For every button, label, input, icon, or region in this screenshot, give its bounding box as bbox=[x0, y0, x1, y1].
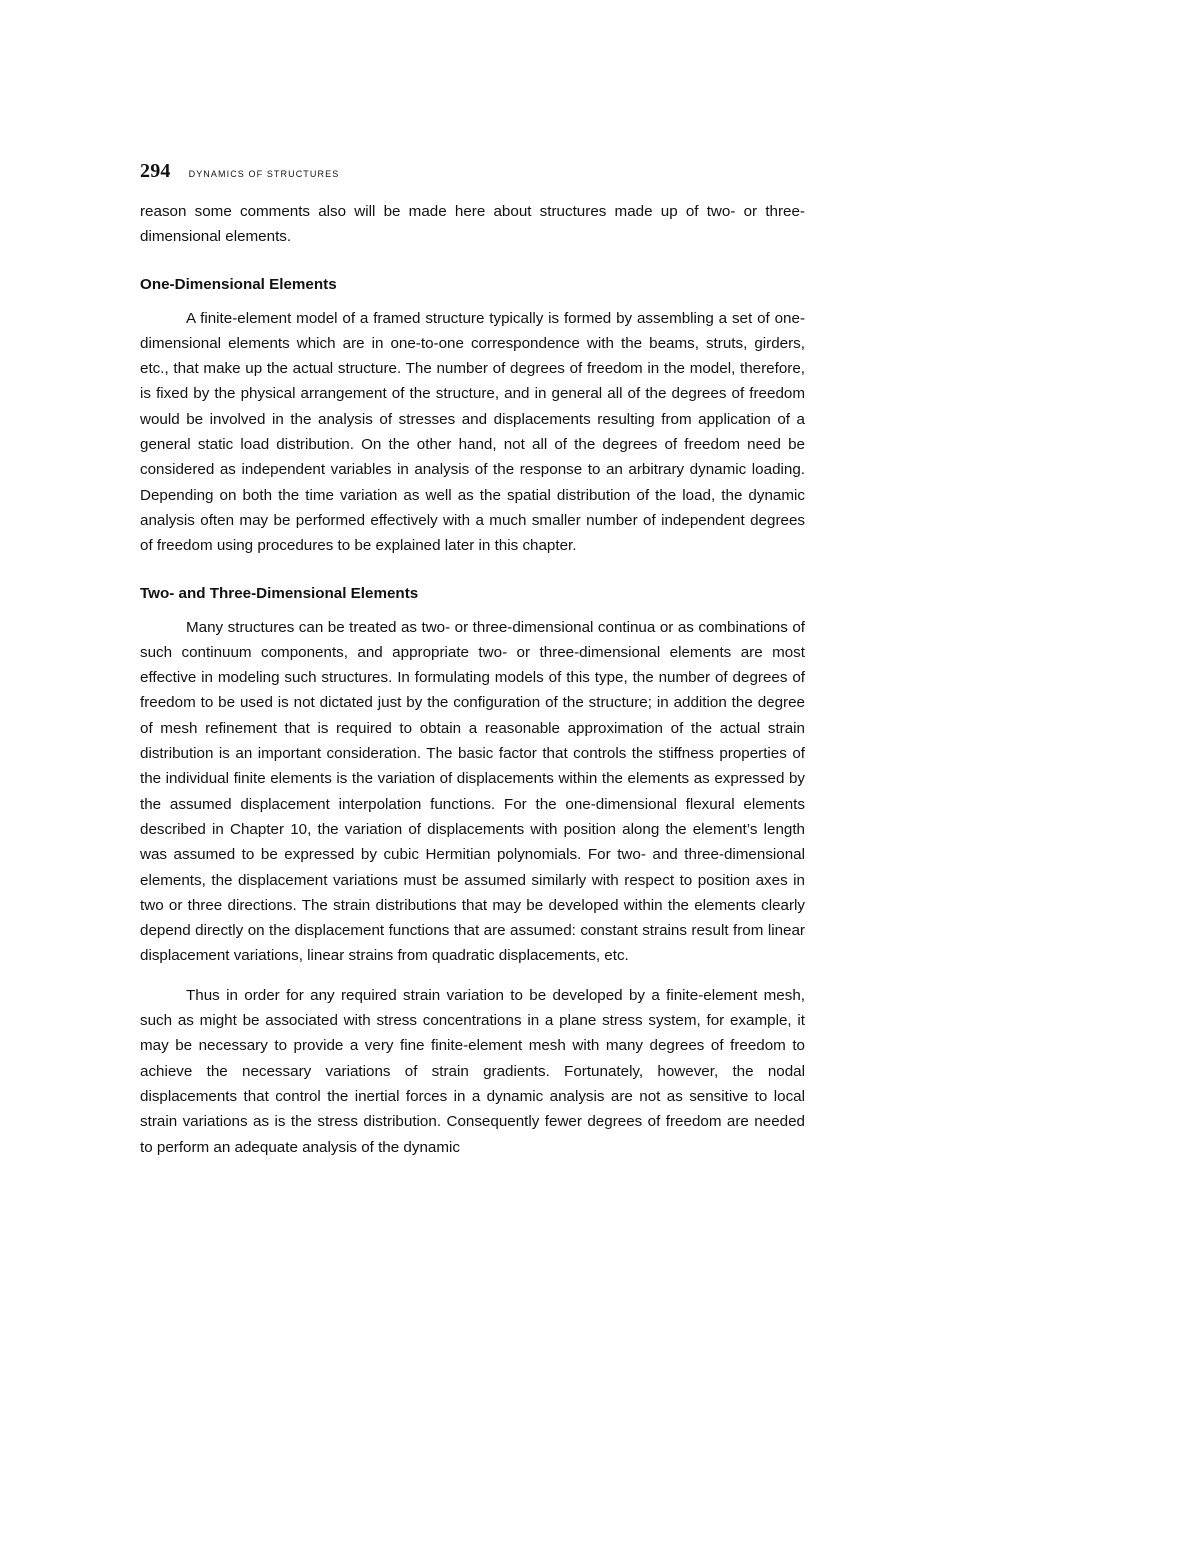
body-paragraph: A finite-element model of a framed structure typically is formed by assembling a set of one-dimensional elements which are in one-to-one correspondence with the beams, struts, girders, etc., that make up the actual structure. The number of degrees of freedom in the model, therefore, is fixed by the physical arrangement of the structure, and in general all of the degrees of freedom would be involved in the analysis of stresses and displacements resulting from application of a general static load distribution. On the other hand, not all of the degrees of freedom need be considered as independent variables in analysis of the response to an arbitrary dynamic loading. Depending on both the time variation as well as the spatial distribution of the load, the dynamic analysis often may be performed effectively with a much smaller number of independent degrees of freedom using procedures to be explained later in this chapter. bbox=[140, 309, 805, 555]
section-heading: Two- and Three-Dimensional Elements bbox=[140, 584, 419, 602]
page-number: 294 bbox=[140, 160, 171, 182]
section-one-dimensional-elements bbox=[140, 274, 805, 559]
section-two-three-dimensional-elements bbox=[140, 583, 805, 1160]
section-heading: One-Dimensional Elements bbox=[140, 275, 337, 293]
continued-paragraph: reason some comments also will be made here about structures made up of two- or three-dimensional elements. bbox=[140, 203, 805, 246]
body-paragraph: Thus in order for any required strain variation to be developed by a finite-element mesh, such as might be associated with stress concentrations in a plane stress system, for example, it may be necessary to provide a very fine finite-element mesh with many degrees of freedom to achieve the necessary variations of strain gradients. Fortunately, however, the nodal displacements that control the inertial forces in a dynamic analysis are not as sensitive to local strain variations as is the stress distribution. Consequently fewer degrees of freedom are needed to perform an adequate analysis of the dynamic bbox=[140, 986, 805, 1156]
book-title: DYNAMICS OF STRUCTURES bbox=[188, 169, 340, 179]
running-head bbox=[140, 160, 805, 183]
book-page bbox=[140, 160, 805, 1160]
body-paragraph: Many structures can be treated as two- or three-dimensional continua or as combinations of such continuum components, and appropriate two- or three-dimensional elements are most effective in modeling such structures. In formulating models of this type, the number of degrees of freedom to be used is not dictated just by the configuration of the structure; in addition the degree of mesh refinement that is required to obtain a reasonable approximation of the actual strain distribution is an important consideration. The basic factor that controls the stiffness properties of the individual finite elements is the variation of displacements within the elements as expressed by the assumed displacement interpolation functions. For the one-dimensional flexural elements described in Chapter 10, the variation of displacements with position along the element’s length was assumed to be expressed by cubic Hermitian polynomials. For two- and three-dimensional elements, the displacement variations must be assumed similarly with respect to position axes in two or three directions. The strain distributions that may be developed within the elements clearly depend directly on the displacement functions that are assumed: constant strains result from linear displacement variations, linear strains from quadratic displacements, etc. bbox=[140, 618, 805, 965]
